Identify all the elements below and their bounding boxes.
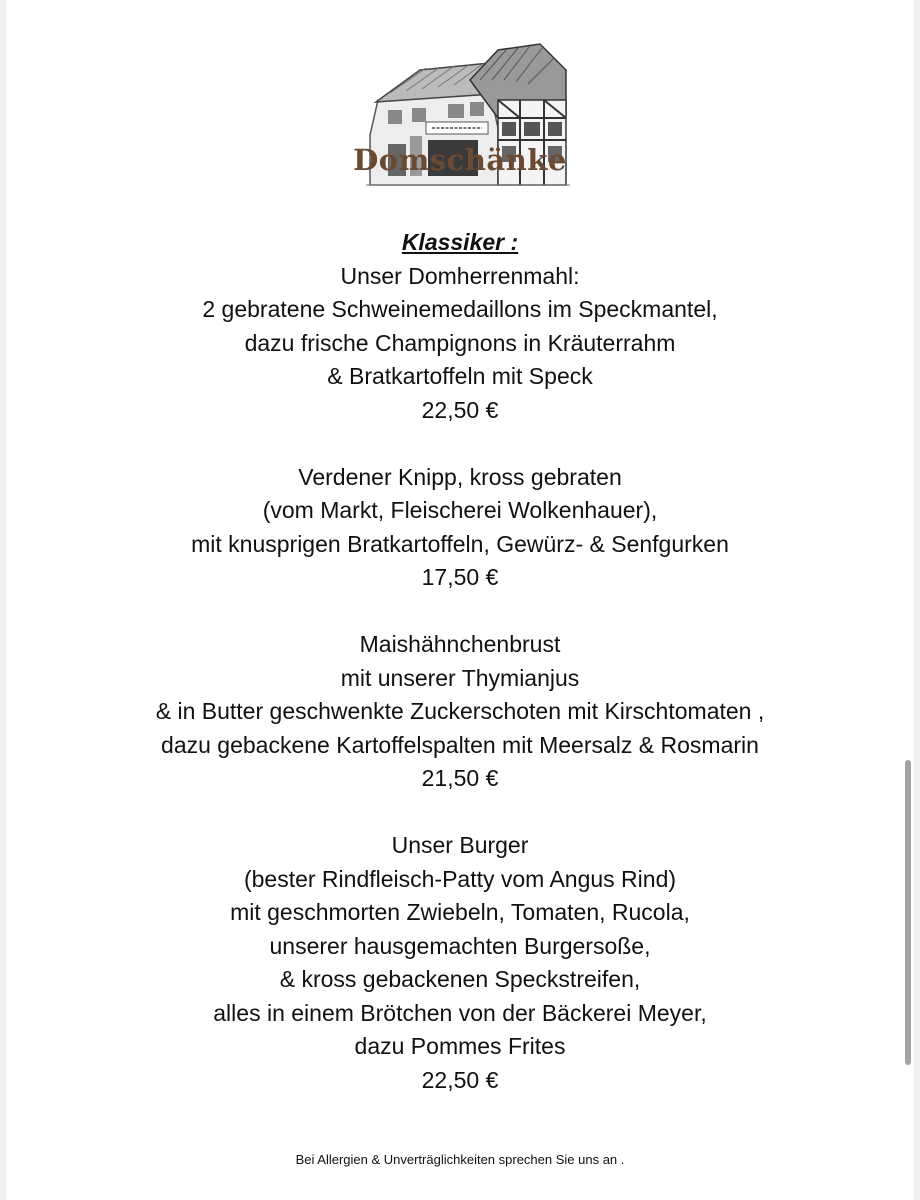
dish-line: (bester Rindfleisch-Patty vom Angus Rind) xyxy=(243,865,677,892)
spacer xyxy=(0,427,920,461)
dish-line: & kross gebackenen Speckstreifen, xyxy=(279,966,641,992)
allergy-notice: Bei Allergien & Unverträglichkeiten sprechen Sie uns an . xyxy=(295,1152,625,1167)
dish-line: mit geschmorten Zwiebeln, Tomaten, Rucola, xyxy=(230,899,690,925)
menu-item xyxy=(0,628,920,796)
dish-line: Verdener Knipp, kross gebraten xyxy=(298,463,622,490)
menu-heading: Klassiker : xyxy=(401,229,519,255)
dish-line: mit unserer Thymianjus xyxy=(340,664,580,691)
dish-line: alles in einem Brötchen von der Bäckerei Meyer, xyxy=(213,999,707,1026)
menu-item xyxy=(0,260,920,428)
dish-line: & Bratkartoffeln mit Speck xyxy=(327,363,593,389)
menu-section xyxy=(0,226,920,1097)
spacer xyxy=(0,796,920,830)
dish-price: 22,50 € xyxy=(421,396,499,423)
dish-line: dazu Pommes Frites xyxy=(354,1033,566,1059)
dish-line: mit knusprigen Bratkartoffeln, Gewürz- & Senfgurken xyxy=(191,530,729,557)
dish-line: dazu gebackene Kartoffelspalten mit Meersalz & Rosmarin xyxy=(161,731,759,758)
menu-item xyxy=(0,461,920,595)
dish-price: 22,50 € xyxy=(421,1066,499,1093)
dish-line: dazu frische Champignons in Kräuterrahm xyxy=(244,329,676,356)
brand-wordmark: Domschänke xyxy=(353,143,567,177)
dish-line: unserer hausgemachten Burgersoße, xyxy=(269,932,651,959)
dish-line: Unser Domherrenmahl: xyxy=(340,262,580,289)
dish-price: 21,50 € xyxy=(421,765,499,791)
menu-item xyxy=(0,829,920,1097)
dish-line: (vom Markt, Fleischerei Wolkenhauer), xyxy=(262,497,658,523)
dish-line: Unser Burger xyxy=(391,832,529,858)
dish-price: 17,50 € xyxy=(421,564,499,590)
spacer xyxy=(0,595,920,629)
dish-line: Maishähnchenbrust xyxy=(359,631,561,657)
dish-line: & in Butter geschwenkte Zuckerschoten mit Kirschtomaten , xyxy=(155,698,765,724)
dish-line: 2 gebratene Schweinemedaillons im Speckmantel, xyxy=(202,296,718,322)
